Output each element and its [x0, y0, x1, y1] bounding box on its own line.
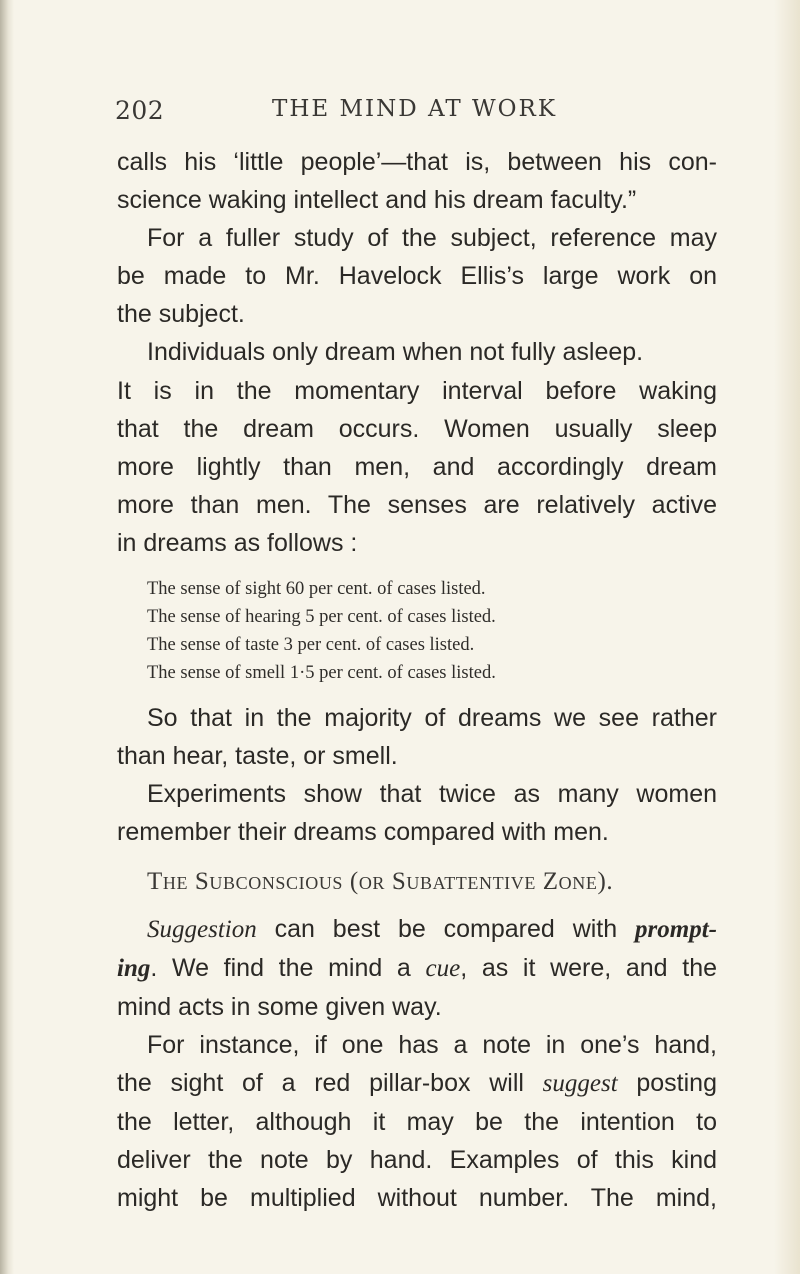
text-run: can best be compared with: [256, 914, 636, 943]
text-line: So that in the majority of dreams we see rather: [147, 704, 717, 733]
text-line: might be multiplied without number. The mind,: [117, 1184, 717, 1213]
text-line: be made to Mr. Havelock Ellis’s large work on: [117, 262, 717, 291]
paragraph-5: [117, 775, 717, 851]
italic-term: Suggestion: [147, 915, 257, 943]
body-text: [117, 143, 717, 1217]
text-run: . We find the mind a: [150, 953, 426, 982]
page-header: [0, 96, 800, 136]
text-line: Experiments show that twice as many women: [147, 780, 717, 809]
text-line: that the dream occurs. Women usually sleep: [117, 414, 717, 443]
text-line: [117, 910, 717, 949]
section-heading: The Subconscious (or Subattentive Zone).: [147, 868, 614, 896]
text-line: more than men. The senses are relatively active: [117, 490, 717, 519]
text-line: For a fuller study of the subject, reference may: [147, 224, 717, 253]
page-number: 202: [115, 96, 165, 125]
text-line: It is in the momentary interval before waking: [117, 376, 717, 405]
italic-term: ing: [117, 954, 151, 982]
list-item: The sense of hearing 5 per cent. of cases listed.: [147, 607, 496, 628]
paragraph-6: [117, 910, 717, 1026]
text-line: For instance, if one has a note in one’s hand,: [147, 1030, 717, 1059]
text-line: [117, 1064, 717, 1103]
text-line: than hear, taste, or smell.: [117, 742, 398, 771]
list-item: The sense of taste 3 per cent. of cases listed.: [147, 635, 475, 656]
text-line: [117, 949, 717, 988]
italic-term: suggest: [542, 1069, 618, 1097]
text-line: deliver the note by hand. Examples of this kind: [117, 1146, 717, 1175]
page-edge: [774, 0, 800, 1274]
text-line: Individuals only dream when not fully asleep.: [147, 338, 644, 367]
text-line: remember their dreams compared with men.: [117, 818, 609, 847]
list-item: The sense of smell 1·5 per cent. of cases listed.: [147, 663, 496, 684]
text-run: , as it were, and the: [460, 953, 717, 982]
text-line: calls his ‘little people’—that is, between his con-: [117, 148, 717, 176]
paragraph-3: [117, 333, 717, 562]
page-binding-shadow: [0, 0, 14, 1274]
text-line: the letter, although it may be the intention to: [117, 1107, 717, 1136]
text-run: posting: [617, 1068, 717, 1097]
text-line: mind acts in some given way.: [117, 992, 442, 1021]
paragraph-1: [117, 143, 717, 219]
text-line: in dreams as follows :: [117, 528, 358, 557]
paragraph-2: [117, 219, 717, 333]
italic-term: cue: [425, 954, 461, 982]
text-run: the sight of a red pillar-box will: [117, 1068, 543, 1097]
running-head: THE MIND AT WORK: [272, 96, 558, 122]
list-item: The sense of sight 60 per cent. of cases listed.: [147, 579, 486, 600]
sense-statistics-list: [147, 575, 717, 687]
text-line: the subject.: [117, 300, 245, 329]
paragraph-4: [117, 699, 717, 775]
italic-term: prompt-: [635, 915, 717, 943]
paragraph-7: [117, 1026, 717, 1217]
text-line: more lightly than men, and accordingly dream: [117, 452, 717, 481]
text-line: science waking intellect and his dream faculty.”: [117, 186, 637, 215]
